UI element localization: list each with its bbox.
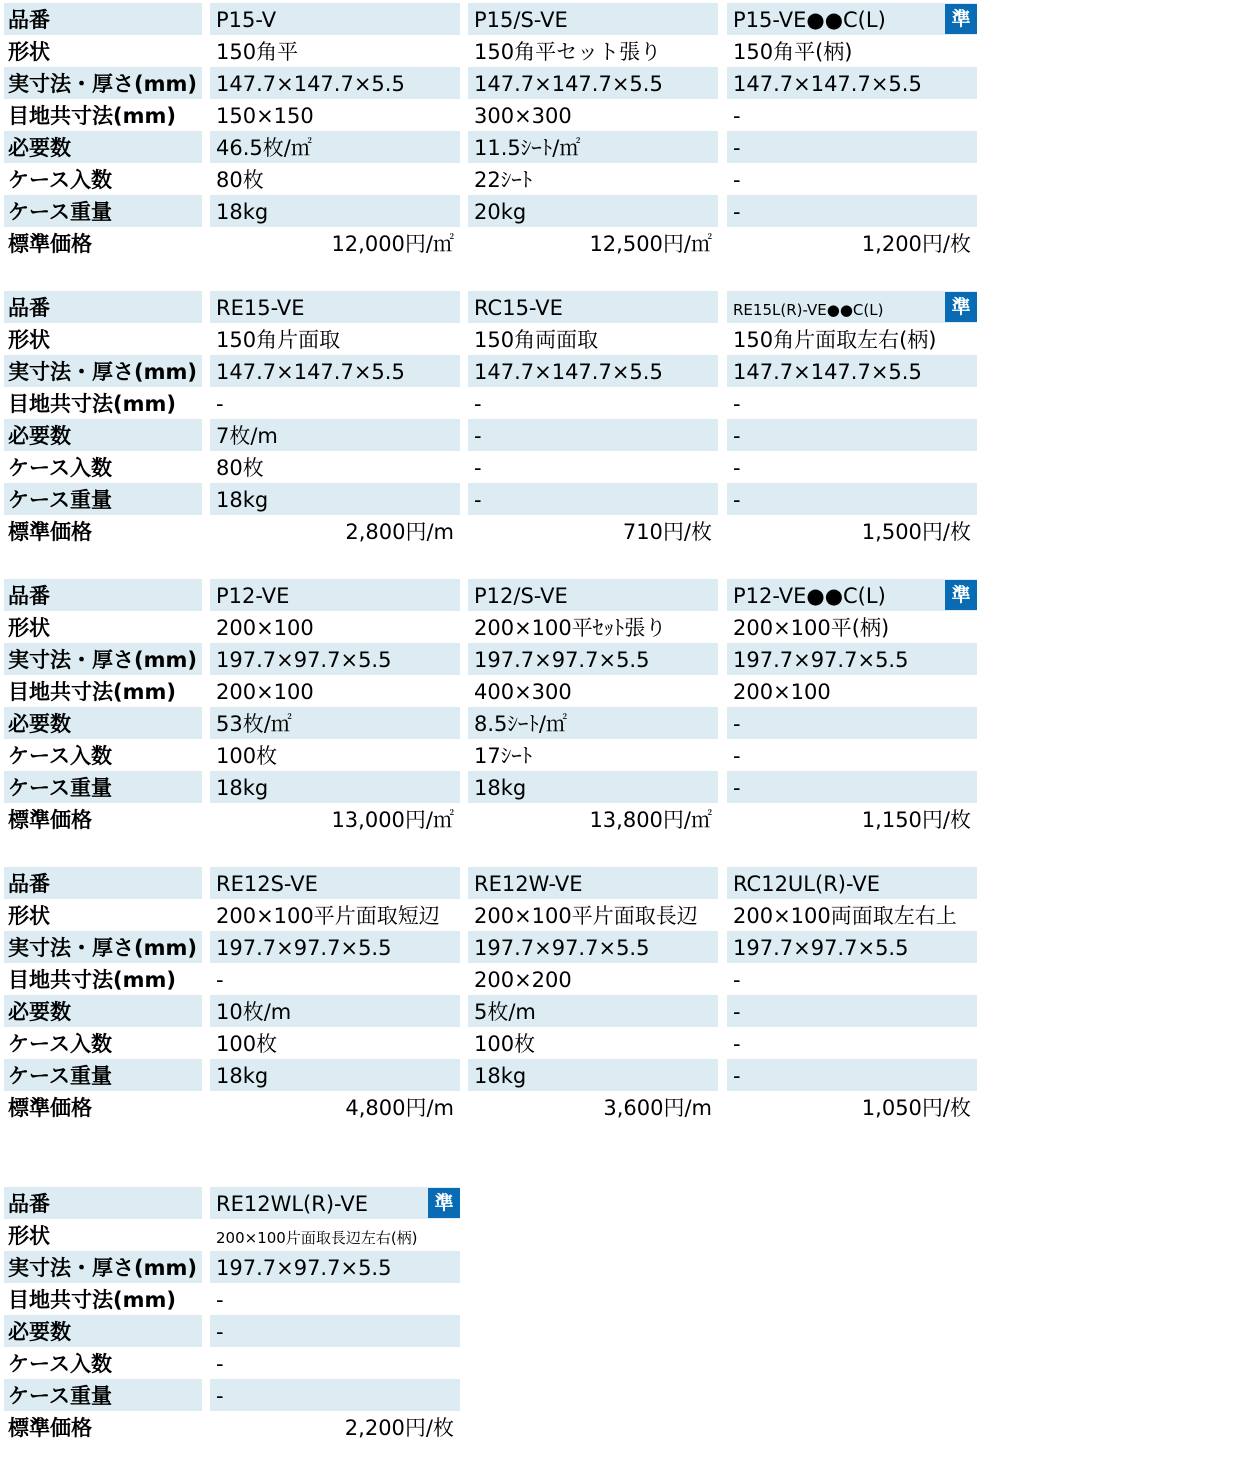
actual-size-text: 147.7×147.7×5.5: [474, 72, 663, 96]
standard-price-value: [210, 803, 460, 835]
actual-size-value: [468, 931, 718, 963]
product-code-value: [468, 3, 718, 35]
table-row-case-weight: [0, 195, 1237, 227]
standard-price-text: 4,800円/m: [345, 1096, 454, 1120]
joint-size-text: -: [474, 392, 482, 416]
joint-size-text: 200×200: [474, 968, 572, 992]
standard-badge: 準: [945, 4, 977, 34]
joint-size-text: 150×150: [216, 104, 314, 128]
case-weight-value: [210, 771, 460, 803]
shape-value: [468, 611, 718, 643]
shape-text: 200×100片面取長辺左右(柄): [216, 1229, 418, 1247]
joint-size-text: 200×100: [216, 680, 314, 704]
required-qty-text: -: [733, 712, 741, 736]
shape-value: [210, 1219, 460, 1251]
product-code-value: [727, 3, 977, 35]
case-weight-value: [210, 483, 460, 515]
actual-size-value: [210, 1251, 460, 1283]
case-weight-value: [727, 771, 977, 803]
required-qty-value: [210, 131, 460, 163]
spec-table: [0, 3, 1237, 259]
case-weight-text: 18kg: [216, 1064, 269, 1088]
actual-size-text: 147.7×147.7×5.5: [733, 360, 922, 384]
joint-size-text: -: [216, 1288, 224, 1312]
standard-badge: 準: [945, 580, 977, 610]
standard-badge: 準: [428, 1188, 460, 1218]
row-label-joint-size: 目地共寸法(mm): [8, 968, 176, 992]
shape-value: [727, 611, 977, 643]
row-label-required-qty: 必要数: [4, 1315, 202, 1347]
case-qty-value: [210, 1027, 460, 1059]
shape-text: 150角平(柄): [733, 40, 853, 64]
table-row-required-qty: [0, 995, 1237, 1027]
shape-value: [468, 323, 718, 355]
standard-price-text: 1,150円/枚: [861, 808, 971, 832]
standard-price-value: [727, 1091, 977, 1123]
table-row-standard-price: [0, 1091, 1237, 1123]
actual-size-value: [468, 67, 718, 99]
standard-price-text: 1,050円/枚: [861, 1096, 971, 1120]
required-qty-value: [210, 1315, 460, 1347]
row-label-actual-size: 実寸法・厚さ(mm): [4, 1251, 202, 1283]
joint-size-text: -: [216, 968, 224, 992]
case-weight-text: -: [733, 200, 741, 224]
actual-size-value: [468, 355, 718, 387]
standard-price-text: 13,800円/㎡: [589, 808, 712, 832]
standard-price-value: [468, 803, 718, 835]
standard-price-text: 2,200円/枚: [344, 1416, 454, 1440]
standard-price-text: 12,500円/㎡: [589, 232, 712, 256]
actual-size-text: 147.7×147.7×5.5: [474, 360, 663, 384]
standard-price-text: 13,000円/㎡: [331, 808, 454, 832]
standard-price-value: [727, 803, 977, 835]
product-code-text: P15-V: [216, 8, 277, 32]
table-row-required-qty: [0, 1315, 1237, 1347]
joint-size-text: -: [733, 968, 741, 992]
joint-size-value: [210, 963, 460, 995]
row-label-shape: 形状: [8, 40, 50, 64]
product-code-text: P15-VE●●C(L): [733, 8, 886, 32]
shape-value: [727, 899, 977, 931]
shape-value: [468, 899, 718, 931]
actual-size-text: 197.7×97.7×5.5: [216, 648, 392, 672]
shape-text: 150角片面取: [216, 328, 341, 352]
required-qty-value: [468, 419, 718, 451]
case-qty-value: [468, 739, 718, 771]
joint-size-text: -: [216, 392, 224, 416]
table-row-shape: [0, 899, 1237, 931]
row-label-required-qty: 必要数: [4, 707, 202, 739]
required-qty-text: 7枚/m: [216, 424, 278, 448]
table-row-shape: [0, 611, 1237, 643]
row-label-required-qty: 必要数: [4, 131, 202, 163]
joint-size-value: [468, 387, 718, 419]
actual-size-text: 147.7×147.7×5.5: [733, 72, 922, 96]
table-row-standard-price: [0, 227, 1237, 259]
product-code-text: RC12UL(R)-VE: [733, 872, 880, 896]
case-qty-value: [210, 739, 460, 771]
row-label-case-weight: ケース重量: [4, 1059, 202, 1091]
actual-size-value: [727, 67, 977, 99]
row-label-case-qty: ケース入数: [8, 456, 112, 480]
joint-size-value: [727, 387, 977, 419]
case-qty-value: [468, 451, 718, 483]
row-label-product-code: 品番: [4, 1187, 202, 1219]
joint-size-value: [468, 963, 718, 995]
case-weight-text: -: [733, 776, 741, 800]
case-qty-value: [727, 1027, 977, 1059]
product-code-value: [468, 291, 718, 323]
joint-size-text: 400×300: [474, 680, 572, 704]
standard-price-text: 12,000円/㎡: [331, 232, 454, 256]
required-qty-text: -: [733, 1000, 741, 1024]
table-row-product-code: [0, 3, 1237, 35]
standard-price-text: 2,800円/m: [345, 520, 454, 544]
table-row-product-code: [0, 291, 1237, 323]
actual-size-value: [210, 643, 460, 675]
required-qty-text: -: [474, 424, 482, 448]
required-qty-text: 10枚/m: [216, 1000, 292, 1024]
joint-size-value: [210, 99, 460, 131]
joint-size-text: -: [733, 104, 741, 128]
spec-table: [0, 579, 1237, 835]
shape-text: 200×100: [216, 616, 314, 640]
standard-price-text: 1,500円/枚: [861, 520, 971, 544]
product-code-text: RE15-VE: [216, 296, 305, 320]
required-qty-value: [727, 707, 977, 739]
actual-size-value: [468, 643, 718, 675]
case-qty-text: -: [733, 1032, 741, 1056]
table-row-joint-size: [0, 963, 1237, 995]
row-label-actual-size: 実寸法・厚さ(mm): [4, 355, 202, 387]
actual-size-text: 197.7×97.7×5.5: [216, 936, 392, 960]
joint-size-value: [468, 675, 718, 707]
joint-size-value: [210, 1283, 460, 1315]
actual-size-value: [210, 67, 460, 99]
table-row-case-qty: [0, 739, 1237, 771]
joint-size-text: -: [733, 392, 741, 416]
case-qty-text: 100枚: [216, 744, 278, 768]
table-row-product-code: [0, 867, 1237, 899]
product-code-value: [210, 579, 460, 611]
actual-size-value: [210, 355, 460, 387]
required-qty-value: [210, 707, 460, 739]
product-code-text: P12/S-VE: [474, 584, 568, 608]
case-qty-value: [210, 1347, 460, 1379]
joint-size-value: [468, 99, 718, 131]
standard-price-text: 1,200円/枚: [861, 232, 971, 256]
table-row-case-qty: [0, 451, 1237, 483]
row-label-case-qty: ケース入数: [8, 744, 112, 768]
case-weight-value: [468, 195, 718, 227]
shape-value: [210, 611, 460, 643]
table-row-joint-size: [0, 387, 1237, 419]
row-label-required-qty: 必要数: [4, 995, 202, 1027]
joint-size-value: [727, 963, 977, 995]
table-row-actual-size: [0, 67, 1237, 99]
case-qty-text: -: [733, 744, 741, 768]
case-weight-value: [727, 483, 977, 515]
required-qty-value: [468, 131, 718, 163]
row-label-shape: 形状: [8, 904, 50, 928]
required-qty-value: [468, 995, 718, 1027]
required-qty-text: 8.5ｼｰﾄ/㎡: [474, 712, 567, 736]
actual-size-value: [210, 931, 460, 963]
product-code-value: [210, 867, 460, 899]
case-weight-text: 18kg: [216, 488, 269, 512]
case-weight-value: [210, 1379, 460, 1411]
case-weight-text: -: [216, 1384, 224, 1408]
table-row-joint-size: [0, 1283, 1237, 1315]
row-label-case-qty: ケース入数: [8, 1352, 112, 1376]
product-code-value: [727, 579, 977, 611]
shape-text: 150角平セット張り: [474, 40, 662, 64]
case-qty-value: [727, 739, 977, 771]
table-row-required-qty: [0, 707, 1237, 739]
case-weight-value: [468, 771, 718, 803]
row-label-case-qty: ケース入数: [8, 1032, 112, 1056]
standard-price-text: 710円/枚: [622, 520, 712, 544]
actual-size-text: 147.7×147.7×5.5: [216, 72, 405, 96]
case-weight-value: [727, 1059, 977, 1091]
shape-text: 150角両面取: [474, 328, 599, 352]
required-qty-text: 11.5ｼｰﾄ/㎡: [474, 136, 581, 160]
table-row-standard-price: [0, 515, 1237, 547]
row-label-joint-size: 目地共寸法(mm): [8, 104, 176, 128]
actual-size-text: 147.7×147.7×5.5: [216, 360, 405, 384]
required-qty-value: [727, 419, 977, 451]
standard-badge: 準: [945, 292, 977, 322]
shape-value: [727, 35, 977, 67]
joint-size-value: [210, 675, 460, 707]
row-label-standard-price: 標準価格: [8, 1416, 92, 1440]
standard-price-value: [468, 227, 718, 259]
row-label-case-weight: ケース重量: [4, 771, 202, 803]
case-weight-text: -: [733, 488, 741, 512]
row-label-case-weight: ケース重量: [4, 1379, 202, 1411]
shape-text: 150角平: [216, 40, 299, 64]
required-qty-text: -: [733, 136, 741, 160]
shape-value: [468, 35, 718, 67]
standard-price-text: 3,600円/m: [603, 1096, 712, 1120]
product-code-value: [210, 1187, 460, 1219]
case-qty-value: [210, 163, 460, 195]
case-qty-value: [727, 163, 977, 195]
product-code-value: [210, 291, 460, 323]
row-label-product-code: 品番: [4, 3, 202, 35]
case-weight-text: -: [474, 488, 482, 512]
case-qty-text: -: [733, 456, 741, 480]
case-qty-text: -: [216, 1352, 224, 1376]
row-label-standard-price: 標準価格: [8, 520, 92, 544]
row-label-standard-price: 標準価格: [8, 232, 92, 256]
standard-price-value: [210, 1091, 460, 1123]
case-weight-text: -: [733, 1064, 741, 1088]
product-code-text: RE12S-VE: [216, 872, 318, 896]
row-label-actual-size: 実寸法・厚さ(mm): [4, 67, 202, 99]
actual-size-value: [727, 643, 977, 675]
required-qty-value: [210, 995, 460, 1027]
table-row-joint-size: [0, 99, 1237, 131]
required-qty-value: [468, 707, 718, 739]
row-label-product-code: 品番: [4, 579, 202, 611]
shape-value: [210, 323, 460, 355]
shape-text: 200×100平(柄): [733, 616, 890, 640]
required-qty-value: [727, 131, 977, 163]
shape-text: 200×100平片面取長辺: [474, 904, 698, 928]
actual-size-text: 197.7×97.7×5.5: [474, 648, 650, 672]
product-code-text: P12-VE: [216, 584, 290, 608]
standard-price-value: [727, 227, 977, 259]
joint-size-value: [727, 99, 977, 131]
standard-price-value: [468, 515, 718, 547]
product-code-value: [210, 3, 460, 35]
row-label-standard-price: 標準価格: [8, 808, 92, 832]
case-qty-value: [210, 451, 460, 483]
product-code-text: RC15-VE: [474, 296, 563, 320]
actual-size-text: 197.7×97.7×5.5: [733, 648, 909, 672]
table-row-required-qty: [0, 131, 1237, 163]
case-qty-text: 22ｼｰﾄ: [474, 168, 533, 192]
product-code-value: [727, 867, 977, 899]
table-row-case-weight: [0, 771, 1237, 803]
case-weight-text: 20kg: [474, 200, 527, 224]
table-row-case-weight: [0, 483, 1237, 515]
case-qty-text: 17ｼｰﾄ: [474, 744, 533, 768]
case-qty-value: [727, 451, 977, 483]
row-label-product-code: 品番: [4, 291, 202, 323]
shape-value: [727, 323, 977, 355]
case-weight-text: 18kg: [216, 776, 269, 800]
joint-size-text: 300×300: [474, 104, 572, 128]
joint-size-value: [210, 387, 460, 419]
actual-size-value: [727, 931, 977, 963]
table-row-actual-size: [0, 643, 1237, 675]
case-weight-text: 18kg: [216, 200, 269, 224]
case-weight-value: [468, 483, 718, 515]
table-row-shape: [0, 323, 1237, 355]
table-row-product-code: [0, 579, 1237, 611]
row-label-actual-size: 実寸法・厚さ(mm): [4, 643, 202, 675]
table-row-shape: [0, 1219, 1237, 1251]
case-weight-value: [210, 195, 460, 227]
table-row-actual-size: [0, 355, 1237, 387]
table-row-case-qty: [0, 1027, 1237, 1059]
product-code-text: RE12W-VE: [474, 872, 583, 896]
row-label-shape: 形状: [8, 616, 50, 640]
product-code-text: RE12WL(R)-VE: [216, 1192, 369, 1216]
case-qty-value: [468, 1027, 718, 1059]
required-qty-text: 53枚/㎡: [216, 712, 292, 736]
row-label-joint-size: 目地共寸法(mm): [8, 680, 176, 704]
product-code-value: [727, 291, 977, 323]
row-label-required-qty: 必要数: [4, 419, 202, 451]
table-row-standard-price: [0, 1411, 1237, 1443]
row-label-case-qty: ケース入数: [8, 168, 112, 192]
shape-value: [210, 899, 460, 931]
required-qty-value: [210, 419, 460, 451]
row-label-standard-price: 標準価格: [8, 1096, 92, 1120]
actual-size-value: [727, 355, 977, 387]
case-weight-value: [210, 1059, 460, 1091]
case-qty-value: [468, 163, 718, 195]
product-code-text: P12-VE●●C(L): [733, 584, 886, 608]
table-row-joint-size: [0, 675, 1237, 707]
case-qty-text: 100枚: [474, 1032, 536, 1056]
table-row-standard-price: [0, 803, 1237, 835]
product-code-value: [468, 579, 718, 611]
row-label-actual-size: 実寸法・厚さ(mm): [4, 931, 202, 963]
table-row-actual-size: [0, 931, 1237, 963]
table-row-case-qty: [0, 163, 1237, 195]
shape-value: [210, 35, 460, 67]
standard-price-value: [727, 515, 977, 547]
case-weight-value: [468, 1059, 718, 1091]
case-weight-text: 18kg: [474, 776, 527, 800]
product-code-text: RE15L(R)-VE●●C(L): [733, 301, 884, 319]
table-row-product-code: [0, 1187, 1237, 1219]
case-qty-text: 80枚: [216, 168, 264, 192]
table-row-case-qty: [0, 1347, 1237, 1379]
table-row-shape: [0, 35, 1237, 67]
required-qty-text: -: [216, 1320, 224, 1344]
row-label-product-code: 品番: [4, 867, 202, 899]
row-label-case-weight: ケース重量: [4, 483, 202, 515]
spec-table: [0, 867, 1237, 1123]
case-qty-text: -: [733, 168, 741, 192]
standard-price-value: [210, 515, 460, 547]
joint-size-value: [727, 675, 977, 707]
required-qty-text: -: [733, 424, 741, 448]
joint-size-text: 200×100: [733, 680, 831, 704]
actual-size-text: 197.7×97.7×5.5: [474, 936, 650, 960]
spec-table: [0, 1187, 1237, 1443]
row-label-joint-size: 目地共寸法(mm): [8, 392, 176, 416]
spec-table: [0, 291, 1237, 547]
case-weight-text: 18kg: [474, 1064, 527, 1088]
standard-price-value: [210, 227, 460, 259]
shape-text: 200×100平ｾｯﾄ張り: [474, 616, 667, 640]
row-label-case-weight: ケース重量: [4, 195, 202, 227]
case-weight-value: [727, 195, 977, 227]
standard-price-value: [468, 1091, 718, 1123]
required-qty-value: [727, 995, 977, 1027]
actual-size-text: 197.7×97.7×5.5: [216, 1256, 392, 1280]
shape-text: 200×100平片面取短辺: [216, 904, 440, 928]
actual-size-text: 197.7×97.7×5.5: [733, 936, 909, 960]
shape-text: 200×100両面取左右上: [733, 904, 957, 928]
case-qty-text: 100枚: [216, 1032, 278, 1056]
product-code-text: P15/S-VE: [474, 8, 568, 32]
row-label-shape: 形状: [8, 1224, 50, 1248]
required-qty-text: 5枚/m: [474, 1000, 536, 1024]
row-label-shape: 形状: [8, 328, 50, 352]
standard-price-value: [210, 1411, 460, 1443]
case-qty-text: 80枚: [216, 456, 264, 480]
case-qty-text: -: [474, 456, 482, 480]
shape-text: 150角片面取左右(柄): [733, 328, 937, 352]
table-row-actual-size: [0, 1251, 1237, 1283]
row-label-joint-size: 目地共寸法(mm): [8, 1288, 176, 1312]
table-row-case-weight: [0, 1059, 1237, 1091]
table-row-required-qty: [0, 419, 1237, 451]
table-row-case-weight: [0, 1379, 1237, 1411]
required-qty-text: 46.5枚/㎡: [216, 136, 312, 160]
product-code-value: [468, 867, 718, 899]
